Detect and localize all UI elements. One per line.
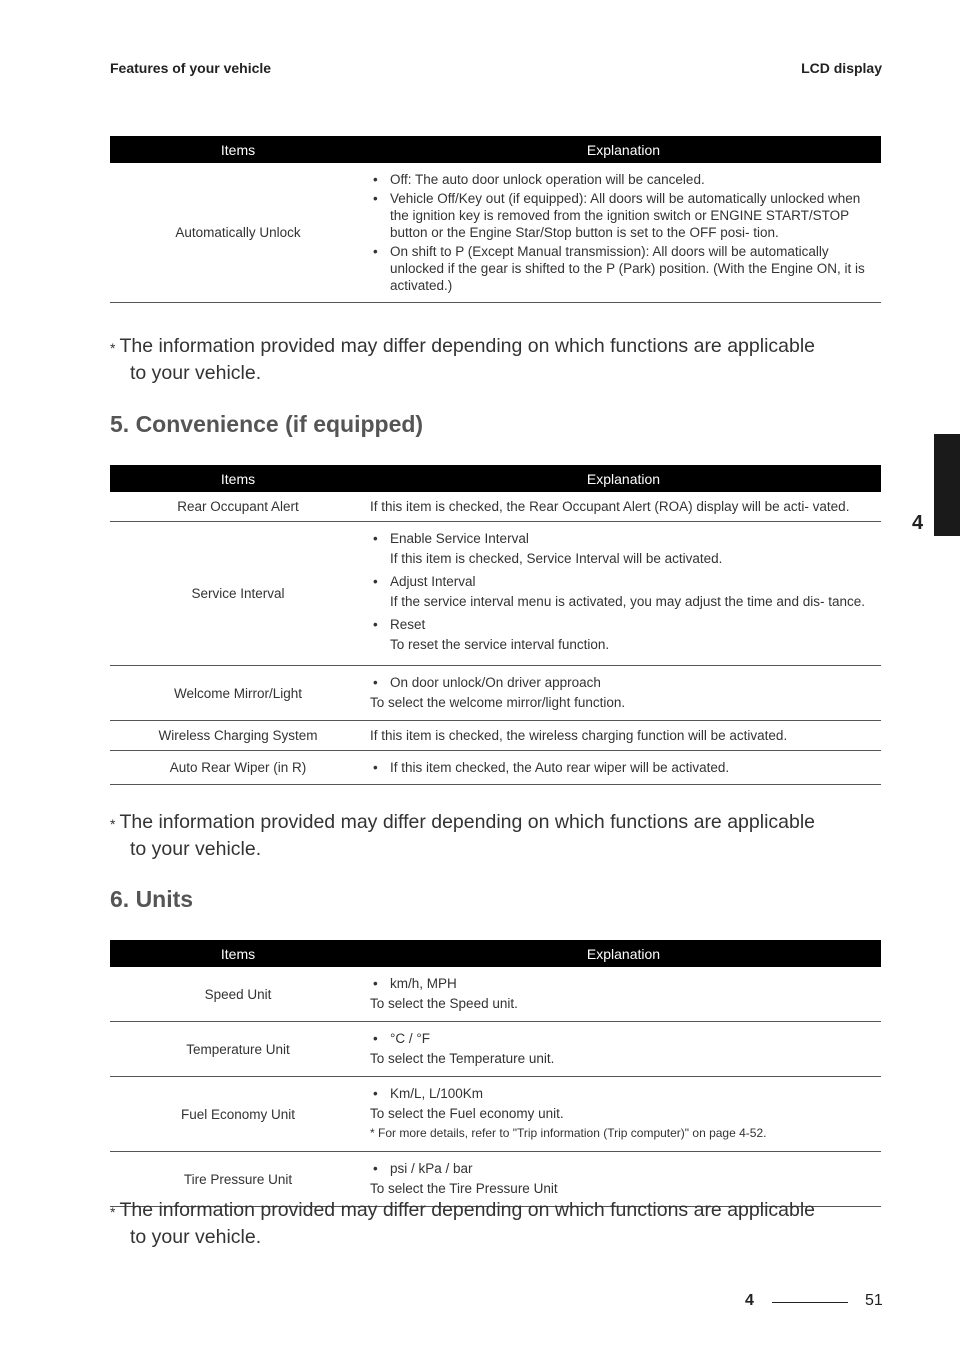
- table-header-row: [110, 465, 881, 492]
- bullet-icon: •: [373, 675, 378, 690]
- bullet-icon: •: [373, 976, 378, 991]
- bullet-item: • On shift to P (Except Manual transmission): All doors will be automatically unlocked if the gear is shifted to the P (Park) position. (With the Engine ON, it is activated.): [373, 244, 865, 293]
- item-cell: Speed Unit: [110, 967, 366, 1022]
- column-header-explanation: Explanation: [366, 940, 881, 967]
- item-cell: Rear Occupant Alert: [110, 492, 366, 522]
- item-cell: Tire Pressure Unit: [110, 1152, 366, 1207]
- item-cell: Fuel Economy Unit: [110, 1077, 366, 1152]
- bullet-item: • km/h, MPH: [373, 976, 457, 991]
- note-line-2: to your vehicle.: [130, 362, 262, 384]
- plain-text: To select the Temperature unit.: [370, 1051, 555, 1066]
- note-asterisk: *: [110, 816, 116, 832]
- footer-chapter-number: 4: [745, 1292, 754, 1309]
- bullet-item: • Adjust Interval: [373, 574, 476, 589]
- table-row: [110, 163, 881, 303]
- explanation-cell: [366, 1077, 881, 1152]
- bullet-icon: •: [373, 1031, 378, 1046]
- table-row: [110, 522, 881, 666]
- bullet-icon: •: [373, 1161, 378, 1176]
- bullet-item: • Reset: [373, 617, 426, 632]
- plain-text: To select the Speed unit.: [370, 996, 518, 1011]
- bullet-item: • If this item checked, the Auto rear wiper will be activated.: [373, 760, 730, 775]
- bullet-icon: •: [373, 172, 378, 187]
- item-cell: Service Interval: [110, 522, 366, 666]
- bullet-icon: •: [373, 574, 378, 589]
- bullet-item: • Km/L, L/100Km: [373, 1086, 484, 1101]
- bullet-icon: •: [373, 617, 378, 632]
- table-row: [110, 1077, 881, 1152]
- applicability-note: [110, 1197, 890, 1251]
- sub-text: If the service interval menu is activated, you may adjust the time and dis- tance.: [390, 594, 865, 609]
- bullet-icon: •: [373, 760, 378, 775]
- explanation-cell: [366, 163, 881, 303]
- table-header-row: [110, 136, 881, 163]
- footer-page-number: 51: [865, 1292, 883, 1309]
- table-row: [110, 666, 881, 721]
- note-line-1: The information provided may differ depending on which functions are applicable: [119, 335, 816, 357]
- bullet-item: • Off: The auto door unlock operation will be canceled.: [373, 172, 705, 187]
- cross-reference-note: * For more details, refer to "Trip information (Trip computer)" on page 4-52.: [370, 1126, 767, 1140]
- item-cell: Auto Rear Wiper (in R): [110, 751, 366, 785]
- column-header-items: Items: [110, 940, 366, 967]
- note-line-2: to your vehicle.: [130, 838, 262, 860]
- note-asterisk: *: [110, 1204, 116, 1220]
- bullet-item: • On door unlock/On driver approach: [373, 675, 601, 690]
- explanation-cell: If this item is checked, the Rear Occupant Alert (ROA) display will be acti- vated.: [366, 492, 881, 522]
- units-table: [110, 940, 881, 1207]
- column-header-items: Items: [110, 465, 366, 492]
- bullet-item: • °C / °F: [373, 1031, 431, 1046]
- note-line-1: The information provided may differ depending on which functions are applicable: [119, 811, 816, 833]
- footer-divider: [772, 1302, 848, 1303]
- applicability-note: [110, 809, 890, 863]
- bullet-icon: •: [373, 191, 378, 206]
- table-row: [110, 492, 881, 522]
- chapter-tab-number: 4: [912, 512, 924, 534]
- note-asterisk: *: [110, 340, 116, 356]
- column-header-explanation: Explanation: [366, 136, 881, 163]
- explanation-cell: If this item is checked, the wireless charging function will be activated.: [366, 721, 881, 751]
- note-line-2: to your vehicle.: [130, 1226, 262, 1248]
- running-header-section: Features of your vehicle: [110, 60, 272, 76]
- bullet-icon: •: [373, 531, 378, 546]
- bullet-icon: •: [373, 1086, 378, 1101]
- note-line-1: The information provided may differ depending on which functions are applicable: [119, 1199, 816, 1221]
- convenience-table: [110, 465, 881, 785]
- applicability-note: [110, 333, 890, 387]
- table-row: [110, 967, 881, 1022]
- table-row: [110, 721, 881, 751]
- bullet-item: • Vehicle Off/Key out (if equipped): All doors will be automatically unlocked when the ignition key is removed from the ignition switch or ENGINE START/STOP button or the Engine Star/Stop button is set to the OFF posi- tion.: [373, 191, 861, 240]
- plain-text: To select the Tire Pressure Unit: [370, 1181, 558, 1196]
- explanation-cell: [366, 967, 881, 1022]
- running-header-topic: LCD display: [801, 60, 882, 76]
- table-row: [110, 751, 881, 785]
- table-header-row: [110, 940, 881, 967]
- bullet-item: • Enable Service Interval: [373, 531, 529, 546]
- section-heading-units: 6. Units: [110, 886, 194, 912]
- sub-text: If this item is checked, Service Interval will be activated.: [390, 551, 723, 566]
- plain-text: To select the Fuel economy unit.: [370, 1106, 564, 1121]
- plain-text: To select the welcome mirror/light function.: [370, 695, 626, 710]
- column-header-explanation: Explanation: [366, 465, 881, 492]
- sub-text: To reset the service interval function.: [390, 637, 610, 652]
- explanation-cell: [366, 751, 881, 785]
- item-cell: Temperature Unit: [110, 1022, 366, 1077]
- chapter-side-tab: [934, 434, 960, 536]
- section-heading-convenience: 5. Convenience (if equipped): [110, 411, 424, 437]
- item-cell: Automatically Unlock: [110, 163, 366, 303]
- column-header-items: Items: [110, 136, 366, 163]
- explanation-cell: [366, 666, 881, 721]
- explanation-cell: [366, 522, 881, 666]
- bullet-item: • psi / kPa / bar: [373, 1161, 473, 1176]
- bullet-icon: •: [373, 244, 378, 259]
- explanation-cell: [366, 1022, 881, 1077]
- automatic-unlock-table: [110, 136, 881, 303]
- table-row: [110, 1022, 881, 1077]
- item-cell: Welcome Mirror/Light: [110, 666, 366, 721]
- item-cell: Wireless Charging System: [110, 721, 366, 751]
